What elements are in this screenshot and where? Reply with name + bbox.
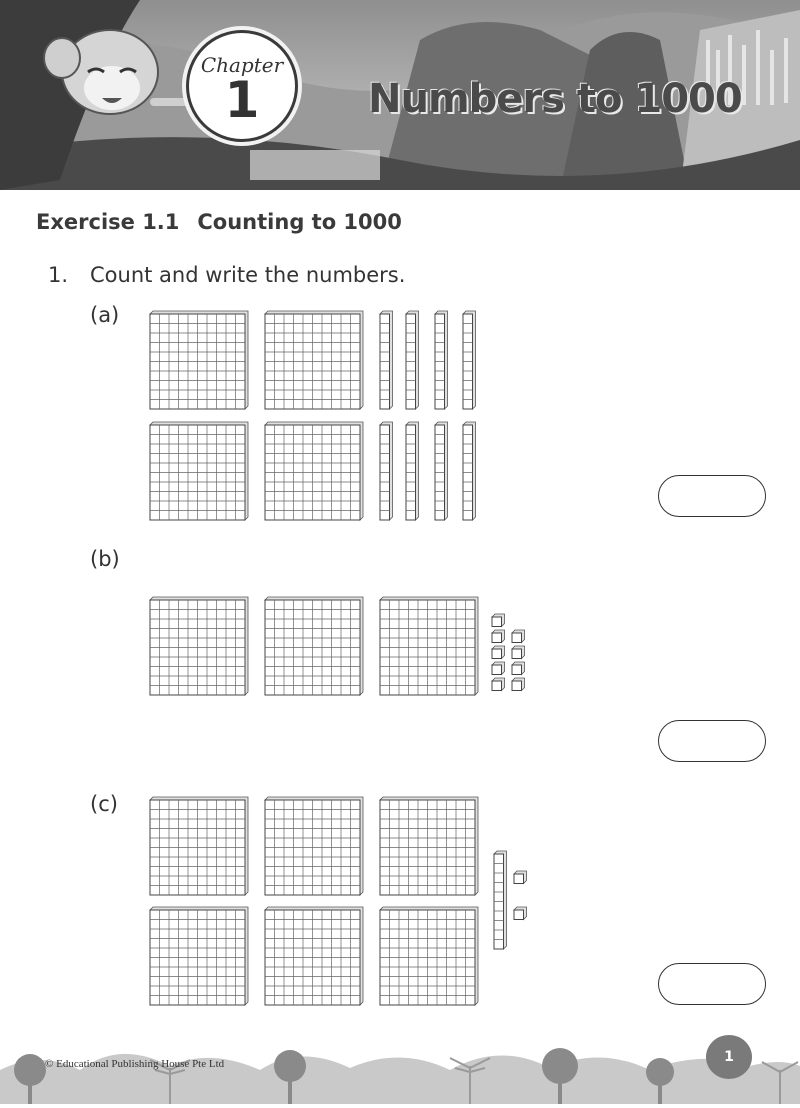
chapter-label: Chapter	[200, 53, 284, 77]
part-a-ten-rod	[435, 311, 448, 409]
part-c-hundred-flat	[265, 907, 363, 1005]
part-c-ten-rod	[494, 851, 507, 949]
part-c-one-cube	[514, 871, 527, 884]
part-a-ten-rod	[435, 422, 448, 520]
part-c-label: (c)	[90, 792, 118, 816]
exercise-number: Exercise 1.1	[36, 210, 180, 234]
part-b-label: (b)	[90, 547, 120, 571]
part-c-hundred-flat	[265, 797, 363, 895]
part-c-hundred-flat	[380, 797, 478, 895]
part-a-ten-rod	[406, 311, 419, 409]
chapter-title: Numbers to 1000	[368, 76, 742, 122]
part-a-ten-rod	[463, 311, 476, 409]
part-a-ten-rod	[463, 422, 476, 520]
part-b-one-cube	[512, 646, 525, 659]
chapter-number: 1	[224, 71, 260, 129]
part-a-hundred-flat	[150, 422, 248, 520]
part-c-hundred-flat	[150, 797, 248, 895]
part-b-one-cube	[492, 646, 505, 659]
part-b-one-cube	[492, 662, 505, 675]
part-b-hundred-flat	[265, 597, 363, 695]
part-a-ten-rod	[406, 422, 419, 520]
part-b-one-cube	[512, 662, 525, 675]
part-b-answer-box[interactable]	[658, 720, 766, 762]
part-b-one-cube	[492, 630, 505, 643]
part-b-one-cube	[492, 614, 505, 627]
copyright-text: © Educational Publishing House Pte Ltd	[45, 1058, 225, 1070]
part-c-hundred-flat	[380, 907, 478, 1005]
page-number: 1	[706, 1035, 752, 1079]
part-b-one-cube	[512, 678, 525, 691]
part-a-answer-box[interactable]	[658, 475, 766, 517]
part-c-one-cube	[514, 907, 527, 920]
part-a-hundred-flat	[150, 311, 248, 409]
part-b-one-cube	[512, 630, 525, 643]
part-a-ten-rod	[380, 422, 393, 520]
part-a-hundred-flat	[265, 422, 363, 520]
exercise-title: Counting to 1000	[197, 210, 402, 234]
part-c-answer-box[interactable]	[658, 963, 766, 1005]
part-c-hundred-flat	[150, 907, 248, 1005]
part-b-hundred-flat	[380, 597, 478, 695]
part-a-hundred-flat	[265, 311, 363, 409]
part-b-one-cube	[492, 678, 505, 691]
part-a-ten-rod	[380, 311, 393, 409]
question-number: 1.	[48, 263, 69, 287]
part-b-hundred-flat	[150, 597, 248, 695]
question-prompt: Count and write the numbers.	[90, 263, 406, 287]
part-a-label: (a)	[90, 303, 120, 327]
